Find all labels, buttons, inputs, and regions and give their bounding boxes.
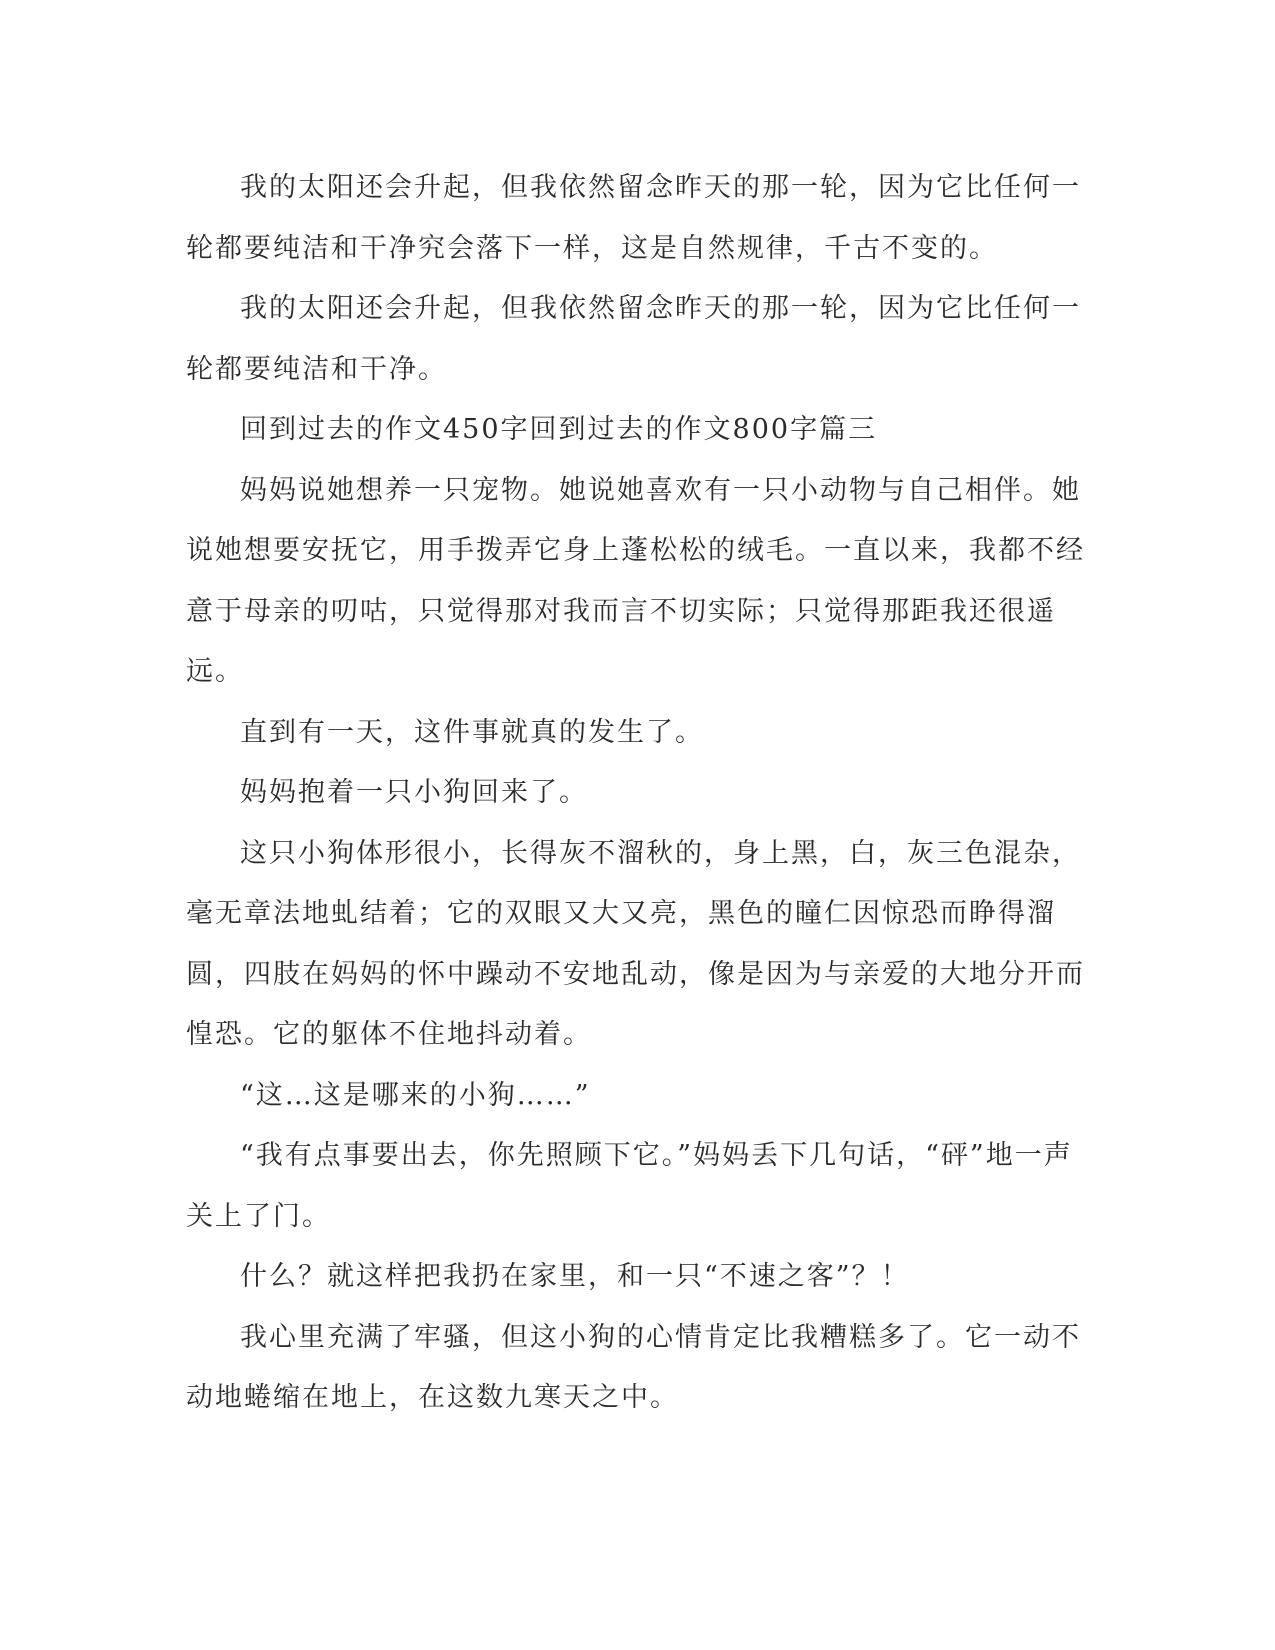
paragraph: 妈妈抱着一只小狗回来了。 xyxy=(240,777,588,808)
paragraph: “我有点事要出去，你先照顾下它。”妈妈丢下几句话，“砰”地一声关上了门。 xyxy=(186,1140,1073,1232)
paragraph: 这只小狗体形很小，长得灰不溜秋的，身上黑，白，灰三色混杂，毫无章法地虬结着；它的双眼又大又亮，黑色的瞳仁因惊恐而睁得溜圆，四肢在妈妈的怀中躁动不安地乱动，像是因为与亲爱的大地分开而惶恐。它的躯体不住地抖动着。 xyxy=(186,837,1085,1050)
section-heading: 回到过去的作文450字回到过去的作文800字篇三 xyxy=(240,414,878,445)
paragraph: 我的太阳还会升起，但我依然留念昨天的那一轮，因为它比任何一轮都要纯洁和干净究会落下一样，这是自然规律，千古不变的。 xyxy=(186,172,1081,264)
paragraph: 我的太阳还会升起，但我依然留念昨天的那一轮，因为它比任何一轮都要纯洁和干净。 xyxy=(186,293,1081,385)
paragraph: 妈妈说她想养一只宠物。她说她喜欢有一只小动物与自己相伴。她说她想要安抚它，用手拨弄它身上蓬松松的绒毛。一直以来，我都不经意于母亲的叨咕，只觉得那对我而言不切实际；只觉得那距我还很遥远。 xyxy=(186,474,1085,687)
paragraph: 什么？就这样把我扔在家里，和一只“不速之客”？！ xyxy=(240,1261,910,1292)
paragraph: “这…这是哪来的小狗……” xyxy=(240,1079,591,1111)
document-body xyxy=(186,158,1086,1429)
paragraph: 我心里充满了牢骚，但这小狗的心情肯定比我糟糕多了。它一动不动地蜷缩在地上，在这数九寒天之中。 xyxy=(186,1321,1081,1413)
paragraph: 直到有一天，这件事就真的发生了。 xyxy=(240,716,704,748)
